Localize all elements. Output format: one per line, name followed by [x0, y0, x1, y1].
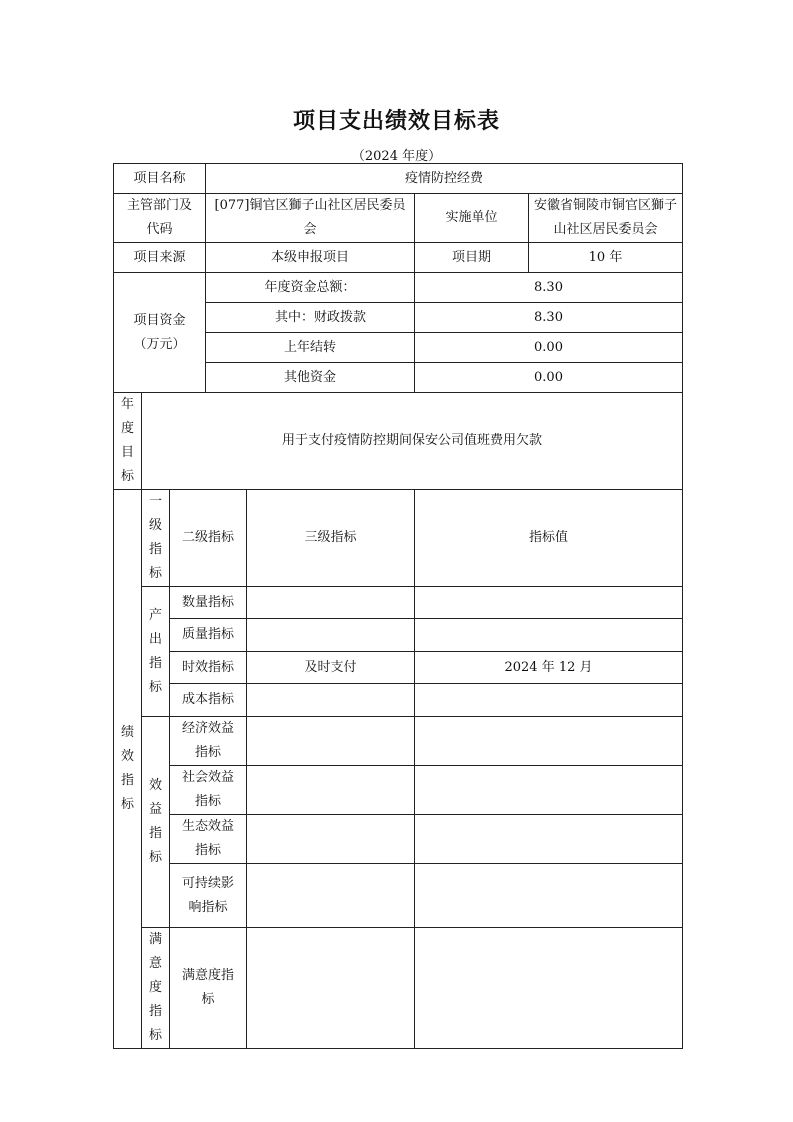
- funds-row: [114, 273, 683, 303]
- output-level3: [247, 684, 415, 717]
- table-row: [114, 587, 683, 619]
- table-row: [114, 619, 683, 652]
- implementer-value: [529, 194, 683, 243]
- output-label: [142, 587, 170, 717]
- period-value: 10 年: [529, 243, 683, 273]
- funds-label: [114, 273, 206, 393]
- benefit-level2-text: 经济效益指标: [181, 721, 234, 760]
- header-value: 指标值: [415, 490, 683, 587]
- benefit-level2: [170, 717, 247, 766]
- indicator-header-row: [114, 490, 683, 587]
- table-row: [114, 928, 683, 1049]
- period-label: 项目期: [415, 243, 529, 273]
- header-level2: 二级指标: [170, 490, 247, 587]
- annual-goal-label: [114, 393, 142, 490]
- header-level1-text: 一级指标: [148, 494, 162, 581]
- satisfaction-level2: [170, 928, 247, 1049]
- output-level2: 质量指标: [170, 619, 247, 652]
- benefit-level2-text: 可持续影响指标: [181, 875, 234, 915]
- performance-goal-table: [113, 163, 683, 1049]
- year-subtitle: （2024 年度）: [351, 149, 442, 164]
- department-label-text: 主管部门及代码: [126, 198, 192, 237]
- satisfaction-level3: [247, 928, 415, 1049]
- satisfaction-value: [415, 928, 683, 1049]
- benefit-level2: [170, 864, 247, 928]
- table-row: [114, 815, 683, 864]
- implementer-value-text: 安徽省铜陵市铜官区獅子山社区居民委员会: [534, 198, 678, 237]
- funds-carryover-label: 上年结转: [206, 333, 415, 363]
- indicators-label-text: 绩效指标: [120, 725, 134, 812]
- benefit-value: [415, 717, 683, 766]
- table-row: [114, 717, 683, 766]
- benefit-level3: [247, 717, 415, 766]
- benefit-level3: [247, 766, 415, 815]
- table-row: [114, 684, 683, 717]
- output-level3: [247, 619, 415, 652]
- annual-goal-row: [114, 393, 683, 490]
- annual-goal-label-text: 年度目标: [120, 397, 134, 484]
- implementer-label: 实施单位: [415, 194, 529, 243]
- benefit-label-text: 效益指标: [148, 778, 162, 865]
- funds-fiscal-label: 其中：财政拨款: [206, 303, 415, 333]
- output-value: [415, 587, 683, 619]
- department-row: [114, 194, 683, 243]
- project-name-value: 疫情防控经费: [206, 164, 683, 194]
- output-label-text: 产出指标: [148, 607, 162, 695]
- output-value: [415, 684, 683, 717]
- benefit-level3: [247, 815, 415, 864]
- header-level1: [142, 490, 170, 587]
- benefit-level2: [170, 815, 247, 864]
- benefit-value: [415, 864, 683, 928]
- benefit-level2-text: 生态效益指标: [181, 819, 234, 858]
- project-name-label: 项目名称: [114, 164, 206, 194]
- satisfaction-level2-text: 满意度指标: [181, 968, 234, 1007]
- funds-label-text: 项目资金（万元）: [133, 312, 186, 352]
- source-value: 本级申报项目: [206, 243, 415, 273]
- page-title: 项目支出绩效目标表: [292, 109, 500, 134]
- funds-total-value: 8.30: [415, 273, 683, 303]
- output-level3: [247, 587, 415, 619]
- output-value: [415, 619, 683, 652]
- funds-total-label: 年度资金总额：: [206, 273, 415, 303]
- output-level3: 及时支付: [247, 652, 415, 684]
- table-row: [114, 864, 683, 928]
- benefit-value: [415, 766, 683, 815]
- benefit-value: [415, 815, 683, 864]
- funds-carryover-value: 0.00: [415, 333, 683, 363]
- indicators-label: [114, 490, 142, 1049]
- benefit-level2-text: 社会效益指标: [181, 770, 234, 809]
- table-row: [114, 766, 683, 815]
- source-label: 项目来源: [114, 243, 206, 273]
- benefit-level2: [170, 766, 247, 815]
- funds-other-label: 其他资金: [206, 363, 415, 393]
- project-name-row: [114, 164, 683, 194]
- department-label: [114, 194, 206, 243]
- output-level2: 数量指标: [170, 587, 247, 619]
- benefit-level3: [247, 864, 415, 928]
- funds-other-value: 0.00: [415, 363, 683, 393]
- satisfaction-label-text: 满意度指标: [148, 932, 162, 1043]
- funds-fiscal-value: 8.30: [415, 303, 683, 333]
- department-value: [077]铜官区獅子山社区居民委员会: [206, 194, 415, 243]
- output-value: 2024 年 12 月: [415, 652, 683, 684]
- header-level3: 三级指标: [247, 490, 415, 587]
- table-row: [114, 652, 683, 684]
- benefit-label: [142, 717, 170, 928]
- annual-goal-value: 用于支付疫情防控期间保安公司值班费用欠款: [142, 393, 683, 490]
- output-level2: 时效指标: [170, 652, 247, 684]
- source-row: [114, 243, 683, 273]
- satisfaction-label: [142, 928, 170, 1049]
- output-level2: 成本指标: [170, 684, 247, 717]
